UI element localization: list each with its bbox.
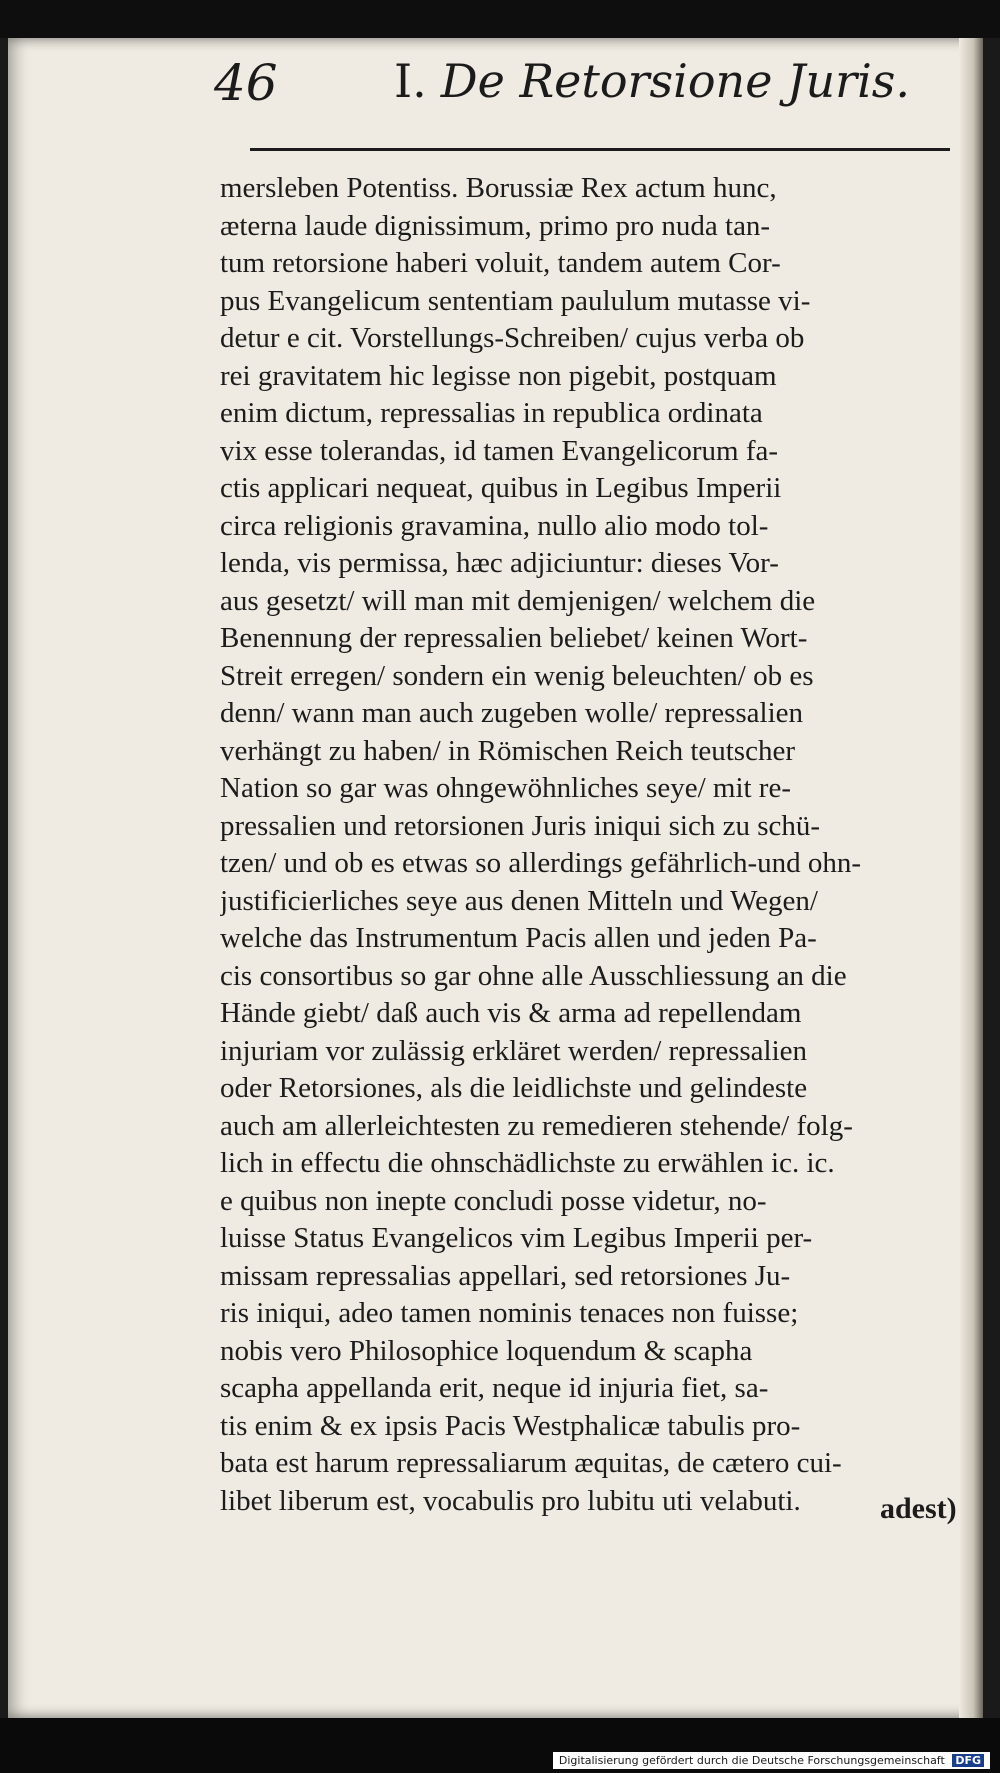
text-line: pressalien und retorsionen Juris iniqui sich zu schü- [220,809,821,842]
header-rule [250,148,950,151]
text-line: tis enim & ex ipsis Pacis Westphalicæ tabulis pro- [220,1409,801,1442]
page-header [214,54,954,124]
text-line: enim dictum, repressalias in republica ordinata [220,397,763,429]
text-line: ris iniqui, adeo tamen nominis tenaces non fuisse; [220,1297,799,1329]
text-line: luisse Status Evangelicos vim Legibus Imperii per- [220,1222,813,1254]
text-line: missam repressalias appellari, sed retorsiones Ju- [220,1259,791,1292]
dfg-logo: DFG [952,1754,984,1767]
text-line: nobis vero Philosophice loquendum & scapha [220,1334,753,1367]
running-title [394,54,910,108]
text-line: Benennung der repressalien beliebet/ keinen Wort- [220,622,808,654]
running-title-numeral: I. [394,54,427,108]
text-line: Nation so gar was ohngewöhnliches seye/ mit re- [220,772,791,804]
text-line: æterna laude dignissimum, primo pro nuda tan- [220,209,771,242]
page-number: 46 [214,54,278,112]
text-line: Streit erregen/ sondern ein wenig beleuchten/ ob es [220,659,814,692]
text-line: Hände giebt/ daß auch vis & arma ad repellendam [220,997,802,1029]
text-line: rei gravitatem hic legisse non pigebit, postquam [220,359,777,392]
text-line: injuriam vor zulässig erkläret werden/ repressalien [220,1034,808,1067]
credit-text: Digitalisierung gefördert durch die Deutsche Forschungsgemeinschaft [558,1754,945,1767]
scan-frame-top [0,0,1000,38]
dfg-credit [553,1752,990,1769]
text-line: lich in effectu die ohnschädlichste zu erwählen ic. ic. [220,1147,835,1179]
text-line: ctis applicari nequeat, quibus in Legibus Imperii [220,472,782,504]
text-line: e quibus non inepte concludi posse videtur, no- [220,1184,767,1217]
text-line: libet liberum est, vocabulis pro lubitu uti velabuti. [220,1484,801,1517]
text-line: bata est harum repressaliarum æquitas, de cætero cui- [220,1447,842,1479]
running-title-text: De Retorsione Juris. [440,54,911,108]
text-line: mersleben Potentiss. Borussiæ Rex actum hunc, [220,172,777,204]
text-line: detur e cit. Vorstellungs-Schreiben/ cujus verba ob [220,322,805,354]
text-line: tum retorsione haberi voluit, tandem autem Cor- [220,247,781,279]
text-line: vix esse tolerandas, id tamen Evangelicorum fa- [220,434,779,467]
text-line: circa religionis gravamina, nullo alio modo tol- [220,509,769,542]
text-line: pus Evangelicum sententiam paululum mutasse vi- [220,284,811,317]
text-line: denn/ wann man auch zugeben wolle/ repressalien [220,697,804,729]
text-line: auch am allerleichtesten zu remedieren stehende/ folg- [220,1109,853,1142]
catchword: adest) [880,1492,957,1525]
page-edge-shadow [959,38,983,1718]
text-line: scapha appellanda erit, neque id injuria fiet, sa- [220,1372,769,1404]
text-line: verhängt zu haben/ in Römischen Reich teutscher [220,734,795,767]
text-line: cis consortibus so gar ohne alle Ausschliessung an die [220,959,847,992]
text-line: oder Retorsiones, als die leidlichste und gelindeste [220,1072,808,1104]
text-line: lenda, vis permissa, hæc adjiciuntur: dieses Vor- [220,547,779,579]
text-line: justificierliches seye aus denen Mitteln und Wegen/ [220,884,818,917]
text-line: welche das Instrumentum Pacis allen und jeden Pa- [220,922,817,954]
body-text [220,170,955,1520]
text-line: aus gesetzt/ will man mit demjenigen/ welchem die [220,584,816,617]
text-line: tzen/ und ob es etwas so allerdings gefährlich-und ohn- [220,847,862,879]
